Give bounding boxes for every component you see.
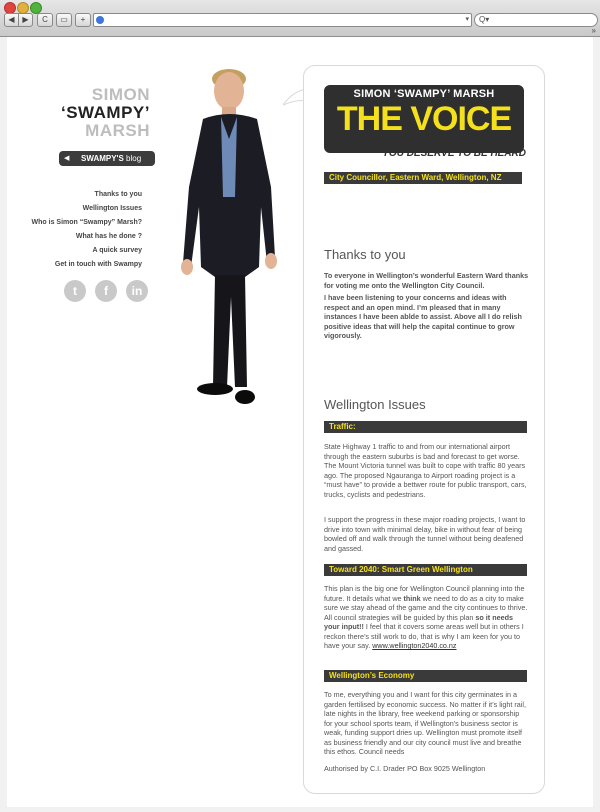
authorised-footer: Authorised by C.I. Drader PO Box 9025 Wellington xyxy=(324,764,486,773)
economy-paragraph: To me, everything you and I want for this city germinates in a garden fertilised by economic success. No matter if it’s light rail, late nights in the library, free weekend parking or sponsorship for your school sports team, if Wellington’s business sector is weak, funding support dries up. Wellington must promote itself as business friendly and our city council must live and breathe this ethos. Council needs xyxy=(324,690,526,756)
issues-heading: Wellington Issues xyxy=(324,397,426,412)
economy-bar: Wellington’s Economy xyxy=(324,670,527,682)
blog-button-label: SWAMPY'S blog xyxy=(81,154,142,163)
page-viewport xyxy=(0,37,600,812)
facebook-icon[interactable]: f xyxy=(95,280,117,302)
bookmarks-button[interactable]: ▭ xyxy=(56,13,72,27)
toward-2040-paragraph: This plan is the big one for Wellington Council planning into the future. It details what we think we need to do as a city to make sure we stay ahead of the game and the city continues to thrive. All council strategies will be guided by this plan so it needs your input!! I feel that it covers some areas well but in others I reckon there’s still work to do, that is why I am keen for you to have your say. www.wellington2040.co.nz xyxy=(324,584,528,650)
reload-button[interactable]: C xyxy=(37,13,53,27)
twitter-icon[interactable]: t xyxy=(64,280,86,302)
traffic-paragraph-2: I support the progress in these major roading projects, I want to drive into town with minimal delay, bike in without fear of being bowled off and walk through the tunnel without being deafened and gassed. xyxy=(324,515,526,553)
search-field[interactable] xyxy=(474,13,598,27)
thanks-paragraph-2: I have been listening to your concerns and ideas with respect and an open mind. I’m pleased that in many instances I have been ablde to assist. Above all I do relish positive ideas that will help the capital continue to grow vigorously. xyxy=(324,293,522,340)
sidebar-item-survey[interactable]: A quick survey xyxy=(92,247,142,254)
thanks-paragraph-1: To everyone in Wellington’s wonderful Eastern Ward thanks for voting me onto the Wellington City Council. xyxy=(324,271,529,290)
search-icon: Q▾ xyxy=(479,15,490,24)
traffic-paragraph-1: State Highway 1 traffic to and from our international airport through the eastern suburbs is bad and forecast to get worse. The Mount Victoria tunnel was built to cope with traffic 80 years ago. The proposed Ngauranga to Airport roading project is a “must have” to provide a bettwer route for public transport, cars, trucks, cyclists and pedestrians. xyxy=(324,442,527,499)
page-content xyxy=(7,37,593,807)
add-bookmark-button[interactable]: + xyxy=(75,13,91,27)
site-globe-icon xyxy=(96,16,104,24)
bookmarks-overflow-icon[interactable]: » xyxy=(591,26,596,35)
browser-chrome xyxy=(0,0,600,37)
bookmarks-bar xyxy=(0,28,600,36)
logo-tagline: YOU DESERVE TO BE HEARD xyxy=(382,148,526,159)
sidebar-item-thanks[interactable]: Thanks to you xyxy=(94,191,142,198)
forward-button[interactable]: ▶ xyxy=(18,13,33,27)
site-name-line2: ‘SWAMPY’ xyxy=(60,103,150,122)
blog-arrow-icon: ◀ xyxy=(64,155,70,162)
site-name-line1: SIMON xyxy=(91,85,150,104)
toward-2040-bar: Toward 2040: Smart Green Wellington xyxy=(324,564,527,576)
thanks-heading: Thanks to you xyxy=(324,247,406,262)
sidebar-item-contact[interactable]: Get in touch with Swampy xyxy=(54,261,142,268)
site-name-line3: MARSH xyxy=(85,121,150,140)
sidebar-item-issues[interactable]: Wellington Issues xyxy=(82,205,142,212)
position-bar: City Councillor, Eastern Ward, Wellington, NZ xyxy=(324,172,522,184)
blog-button[interactable] xyxy=(59,151,155,166)
traffic-bar: Traffic: xyxy=(324,421,527,433)
back-button[interactable]: ◀ xyxy=(4,13,19,27)
logo-main-text: THE VOICE xyxy=(336,100,512,138)
url-dropdown-icon[interactable]: ▾ xyxy=(465,16,469,23)
sidebar-item-done[interactable]: What has he done ? xyxy=(75,233,142,240)
linkedin-icon[interactable]: in xyxy=(126,280,148,302)
candidate-photo xyxy=(175,67,295,412)
logo-top-text: SIMON ‘SWAMPY’ MARSH xyxy=(353,88,495,100)
sidebar-menu xyxy=(32,188,142,272)
site-name xyxy=(61,86,150,140)
wellington2040-link[interactable]: www.wellington2040.co.nz xyxy=(372,641,457,650)
the-voice-logo xyxy=(324,85,524,163)
address-bar[interactable] xyxy=(93,13,472,27)
sidebar-item-who[interactable]: Who is Simon “Swampy” Marsh? xyxy=(31,219,142,226)
